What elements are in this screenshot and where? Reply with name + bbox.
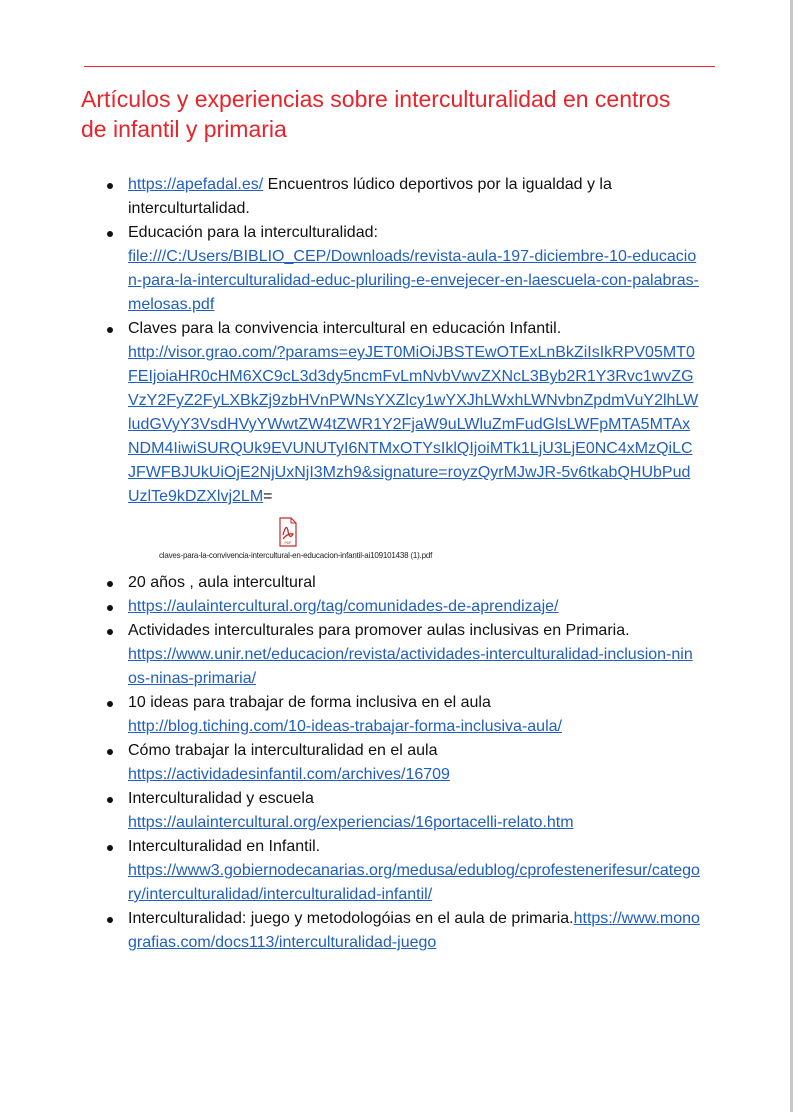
list-item — [128, 691, 700, 739]
item-link[interactable]: https://aulaintercultural.org/tag/comunidades-de-aprendizaje/ — [128, 598, 559, 615]
page-title: Artículos y experiencias sobre interculturalidad en centros de infantil y primaria — [81, 86, 671, 142]
list-item — [128, 835, 700, 907]
item-link[interactable]: http://blog.tiching.com/10-ideas-trabajar-forma-inclusiva-aula/ — [128, 718, 562, 735]
list-item — [128, 317, 700, 571]
pdf-attachment[interactable] — [128, 509, 700, 571]
item-text: Claves para la convivencia intercultural en educación Infantil. — [128, 320, 562, 337]
pdf-file-icon — [279, 517, 297, 547]
item-link[interactable]: http://visor.grao.com/?params=eyJET0MiOiJBSTEwOTExLnBkZiIsIkRPV05MT0FEIjoiaHR0cHM6XC9cL3d3dy5ncmFvLmNvbVwvZXNcL3Byb2R1Y3Rvc1wvZGVzY2FyZ2FyLXBkZj9zbHVnPWNsYXZlcy1wYXJhLWxhLWNvbnZpdmVuY2lhLWludGVyY3VsdHVyYWwtZW4tZWR1Y2FjaW9uLWluZmFudGlsLWFpMTA5MTAxNDM4IiwiSURQUk9EVUNUTyI6NTMxOTYsIklQIjoiMTk1LjU3LjE0NC4xMzQiLCJFWFBJUkUiOjE2NjUxNjI3Mzh9&signature=royzQyrMJwJR-5v6tkabQHUbPudUzlTe9kDZXlvj2LM — [128, 344, 699, 505]
article-list — [128, 173, 700, 955]
attachment-filename: claves-para-la-convivencia-intercultural-en-educacion-infantil-ai109101438 (1).pdf — [159, 551, 433, 560]
header-rule — [84, 66, 715, 67]
item-link[interactable]: https://actividadesinfantil.com/archives/16709 — [128, 766, 450, 783]
item-text: Educación para la interculturalidad: — [128, 224, 378, 241]
list-item — [128, 787, 700, 835]
item-link[interactable]: https://aulaintercultural.org/experiencias/16portacelli-relato.htm — [128, 814, 574, 831]
item-trail: = — [263, 488, 273, 505]
item-text: Interculturalidad: juego y metodologóias en el aula de primaria. — [128, 910, 574, 927]
bullet-icon — [107, 917, 113, 923]
bullet-icon — [107, 797, 113, 803]
item-link[interactable]: https://www.unir.net/educacion/revista/actividades-interculturalidad-inclusion-ninos-ninas-primaria/ — [128, 646, 693, 687]
bullet-icon — [107, 581, 113, 587]
item-link[interactable]: https://www3.gobiernodecanarias.org/medusa/edublog/cprofestenerifesur/category/interculturalidad/interculturalidad-infantil/ — [128, 862, 700, 903]
item-text: Interculturalidad en Infantil. — [128, 838, 321, 855]
list-item — [128, 907, 700, 955]
list-item — [128, 739, 700, 787]
bullet-icon — [107, 845, 113, 851]
item-text: Cómo trabajar la interculturalidad en el aula — [128, 742, 438, 759]
list-item — [128, 595, 700, 619]
list-item — [128, 571, 700, 595]
item-link[interactable]: https://apefadal.es/ — [128, 176, 264, 193]
bullet-icon — [107, 327, 113, 333]
svg-text:PDF: PDF — [284, 541, 292, 545]
bullet-icon — [107, 231, 113, 237]
bullet-icon — [107, 749, 113, 755]
item-text: Actividades interculturales para promover aulas inclusivas en Primaria. — [128, 622, 630, 639]
item-text: 10 ideas para trabajar de forma inclusiva en el aula — [128, 694, 491, 711]
bullet-icon — [107, 183, 113, 189]
list-item — [128, 221, 700, 317]
bullet-icon — [107, 701, 113, 707]
item-text: Encuentros lúdico deportivos por la igualdad y la interculturtalidad. — [128, 176, 612, 217]
item-text: 20 años , aula intercultural — [128, 574, 316, 591]
bullet-icon — [107, 629, 113, 635]
bullet-icon — [107, 605, 113, 611]
item-text: Interculturalidad y escuela — [128, 790, 314, 807]
item-link[interactable]: file:///C:/Users/BIBLIO_CEP/Downloads/revista-aula-197-diciembre-10-educacion-para-la-interculturalidad-educ-pluriling-e-envejecer-en-laescuela-con-palabras-melosas.pdf — [128, 248, 699, 313]
item-link[interactable]: https://www.monografias.com/docs113/interculturalidad-juego — [128, 910, 700, 951]
list-item — [128, 619, 700, 691]
list-item — [128, 173, 700, 221]
